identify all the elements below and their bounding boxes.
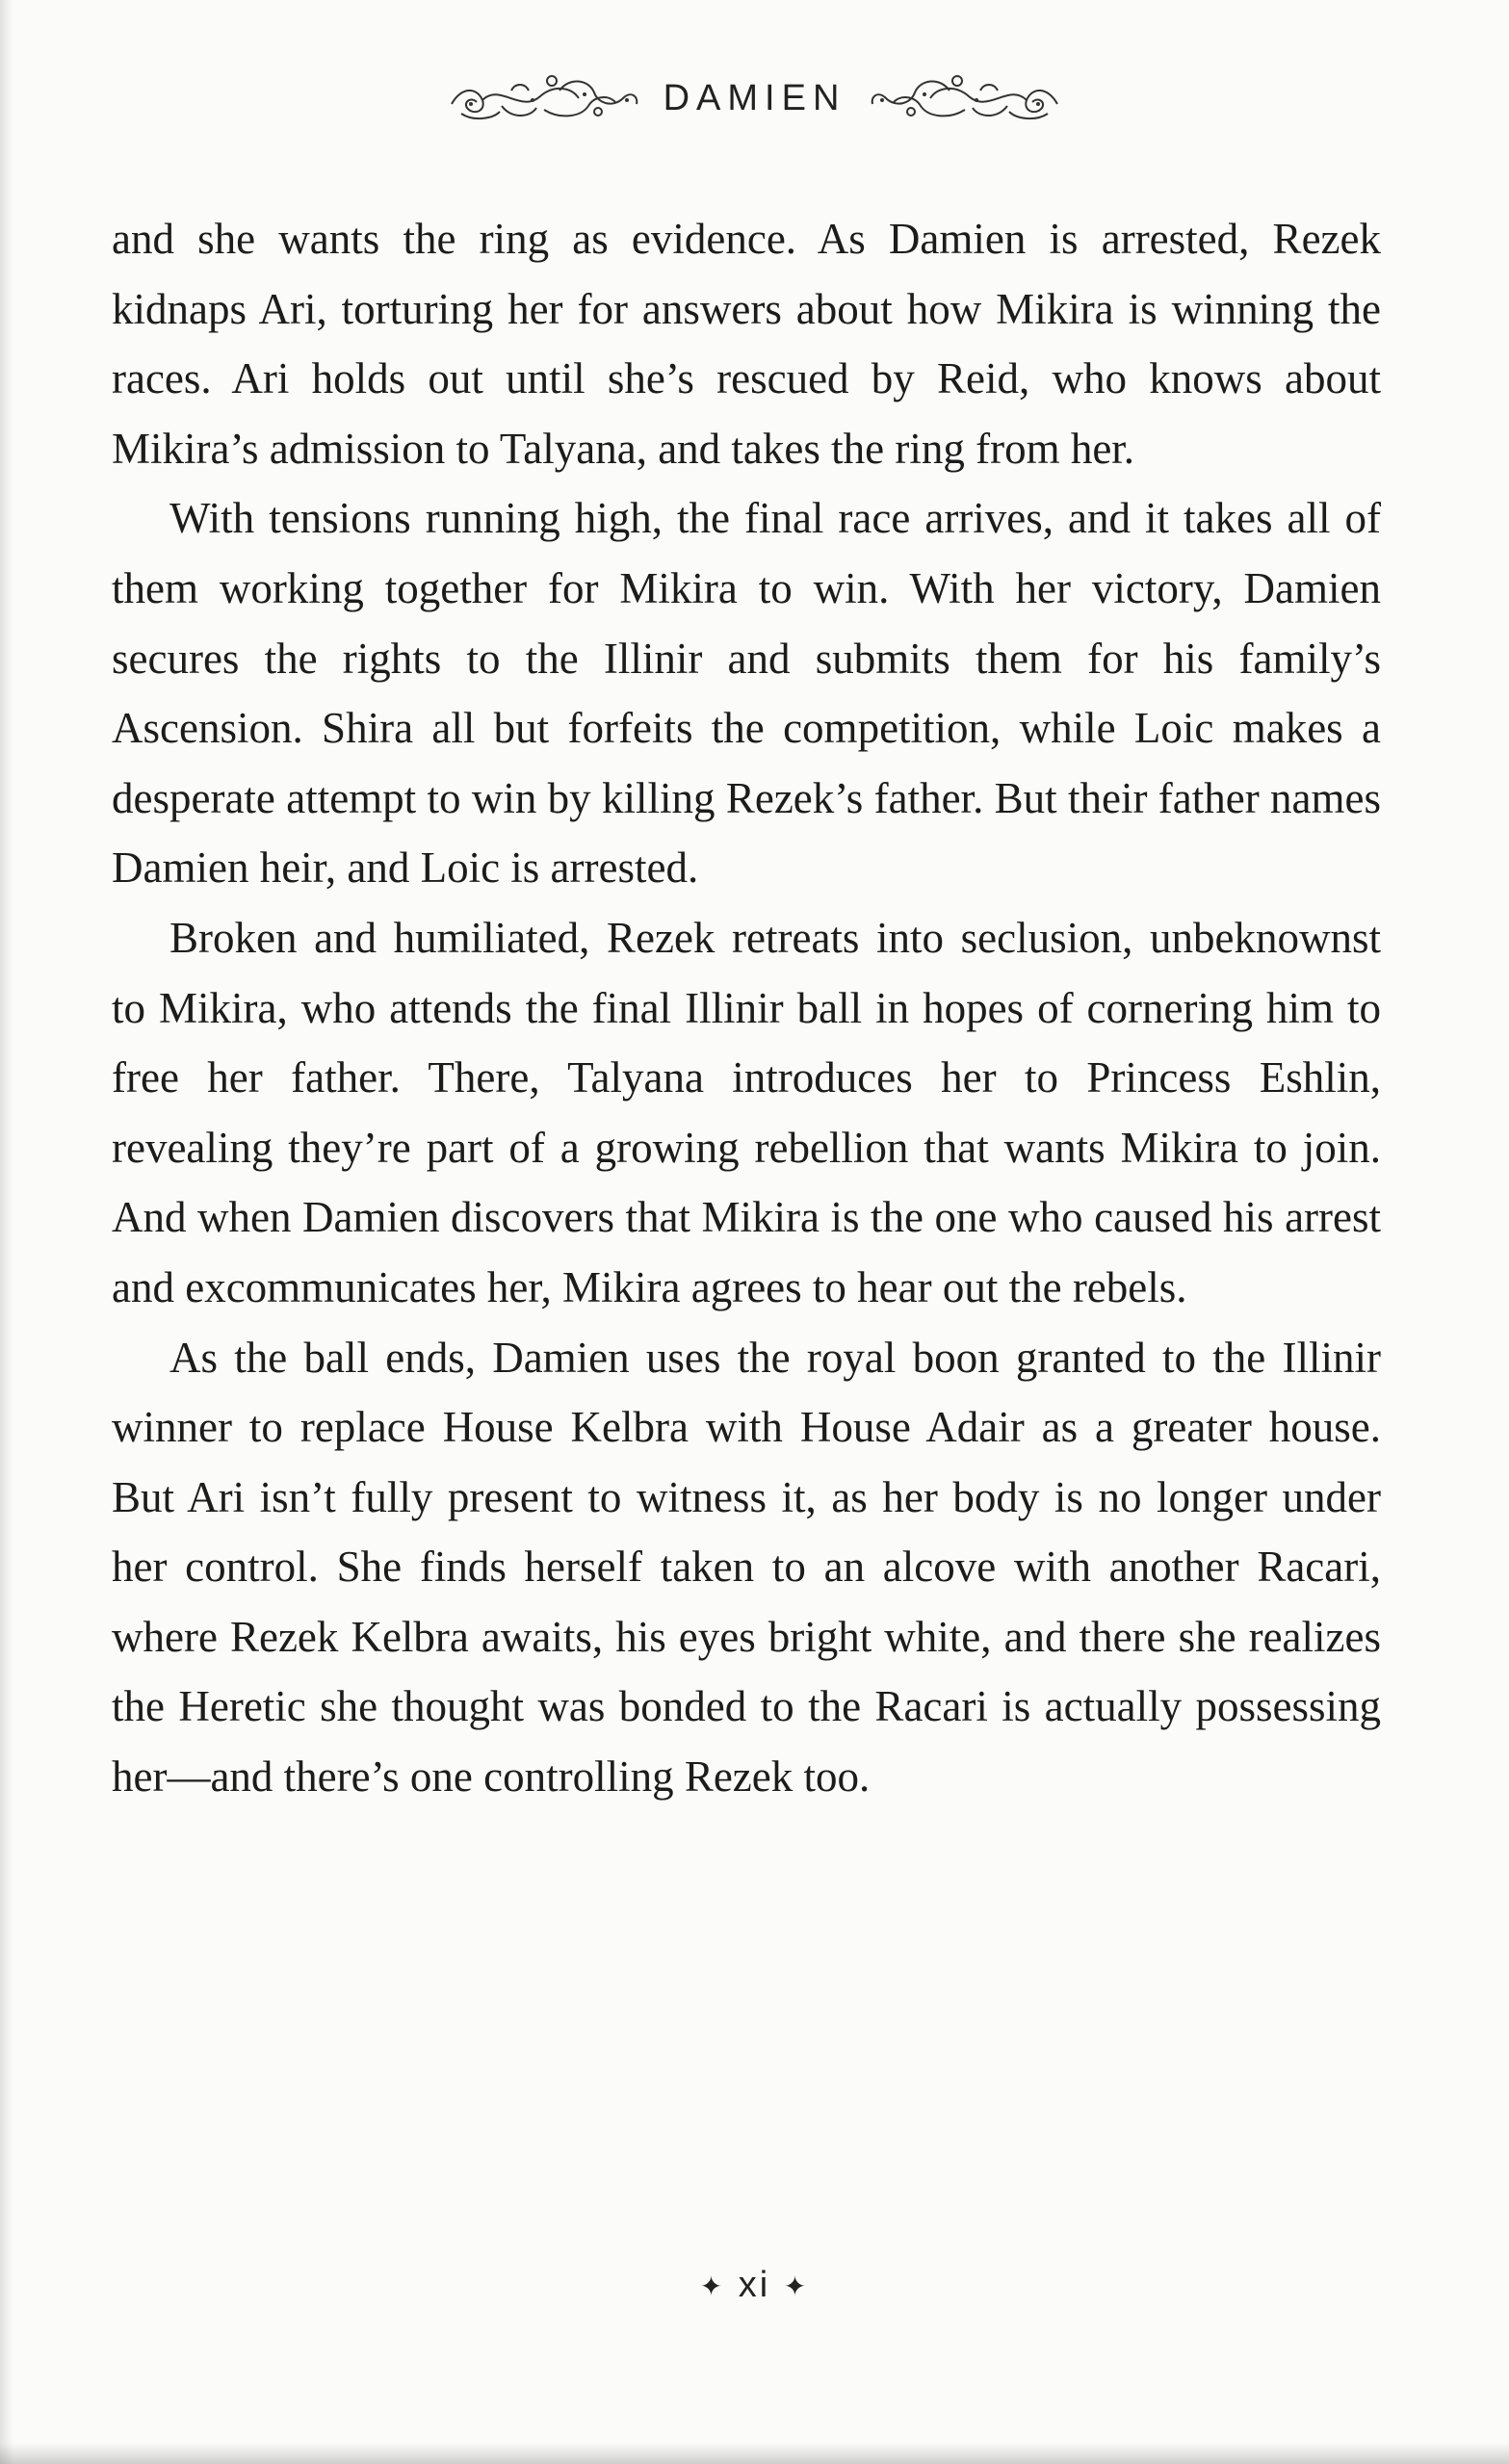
paragraph: With tensions running high, the final race arrives, and it takes all of them working together for Mikira to win. With her victory, Damien secures the rights to the Illinir and submits them for his family’s Ascension. Shira all but forfeits the competition, while Loic makes a desperate attempt to win by killing Rezek’s father. But their father names Damien heir, and Loic is arrested.	[112, 494, 1381, 893]
page-number: xi	[738, 2265, 771, 2305]
scroll-flourish-icon	[863, 69, 1065, 127]
page-edge-shadow	[0, 0, 13, 2464]
paragraph: and she wants the ring as evidence. As Damien is arrested, Rezek kidnaps Ari, torturing her for answers about how Mikira is winning the races. Ari holds out until she’s rescued by Reid, who knows about Mikira’s admission to Talyana, and takes the ring from her.	[112, 215, 1381, 473]
page-bottom-shadow	[0, 2443, 1509, 2464]
diamond-icon: ✦	[783, 2271, 810, 2302]
running-header-title: DAMIEN	[663, 77, 846, 118]
page-number-footer	[0, 2265, 1509, 2306]
paragraph: As the ball ends, Damien uses the royal boon granted to the Illinir winner to replace House Kelbra with House Adair as a greater house. But Ari isn’t fully present to witness it, as her body is no longer under her control. She finds herself taken to an alcove with another Racari, where Rezek Kelbra awaits, his eyes bright white, and there she realizes the Heretic she thought was bonded to the Racari is actually possessing her—and there’s one controlling Rezek too.	[112, 1333, 1381, 1802]
diamond-icon: ✦	[699, 2271, 726, 2302]
paragraph: Broken and humiliated, Rezek retreats into seclusion, unbeknownst to Mikira, who attends the final Illinir ball in hopes of cornering him to free her father. There, Talyana introduces her to Princess Eshlin, revealing they’re part of a growing rebellion that wants Mikira to join. And when Damien discovers that Mikira is the one who caused his arrest and excommunicates her, Mikira agrees to hear out the rebels.	[112, 913, 1381, 1311]
body-text	[112, 204, 1381, 1812]
running-header	[0, 60, 1509, 137]
scroll-flourish-icon	[444, 69, 646, 127]
